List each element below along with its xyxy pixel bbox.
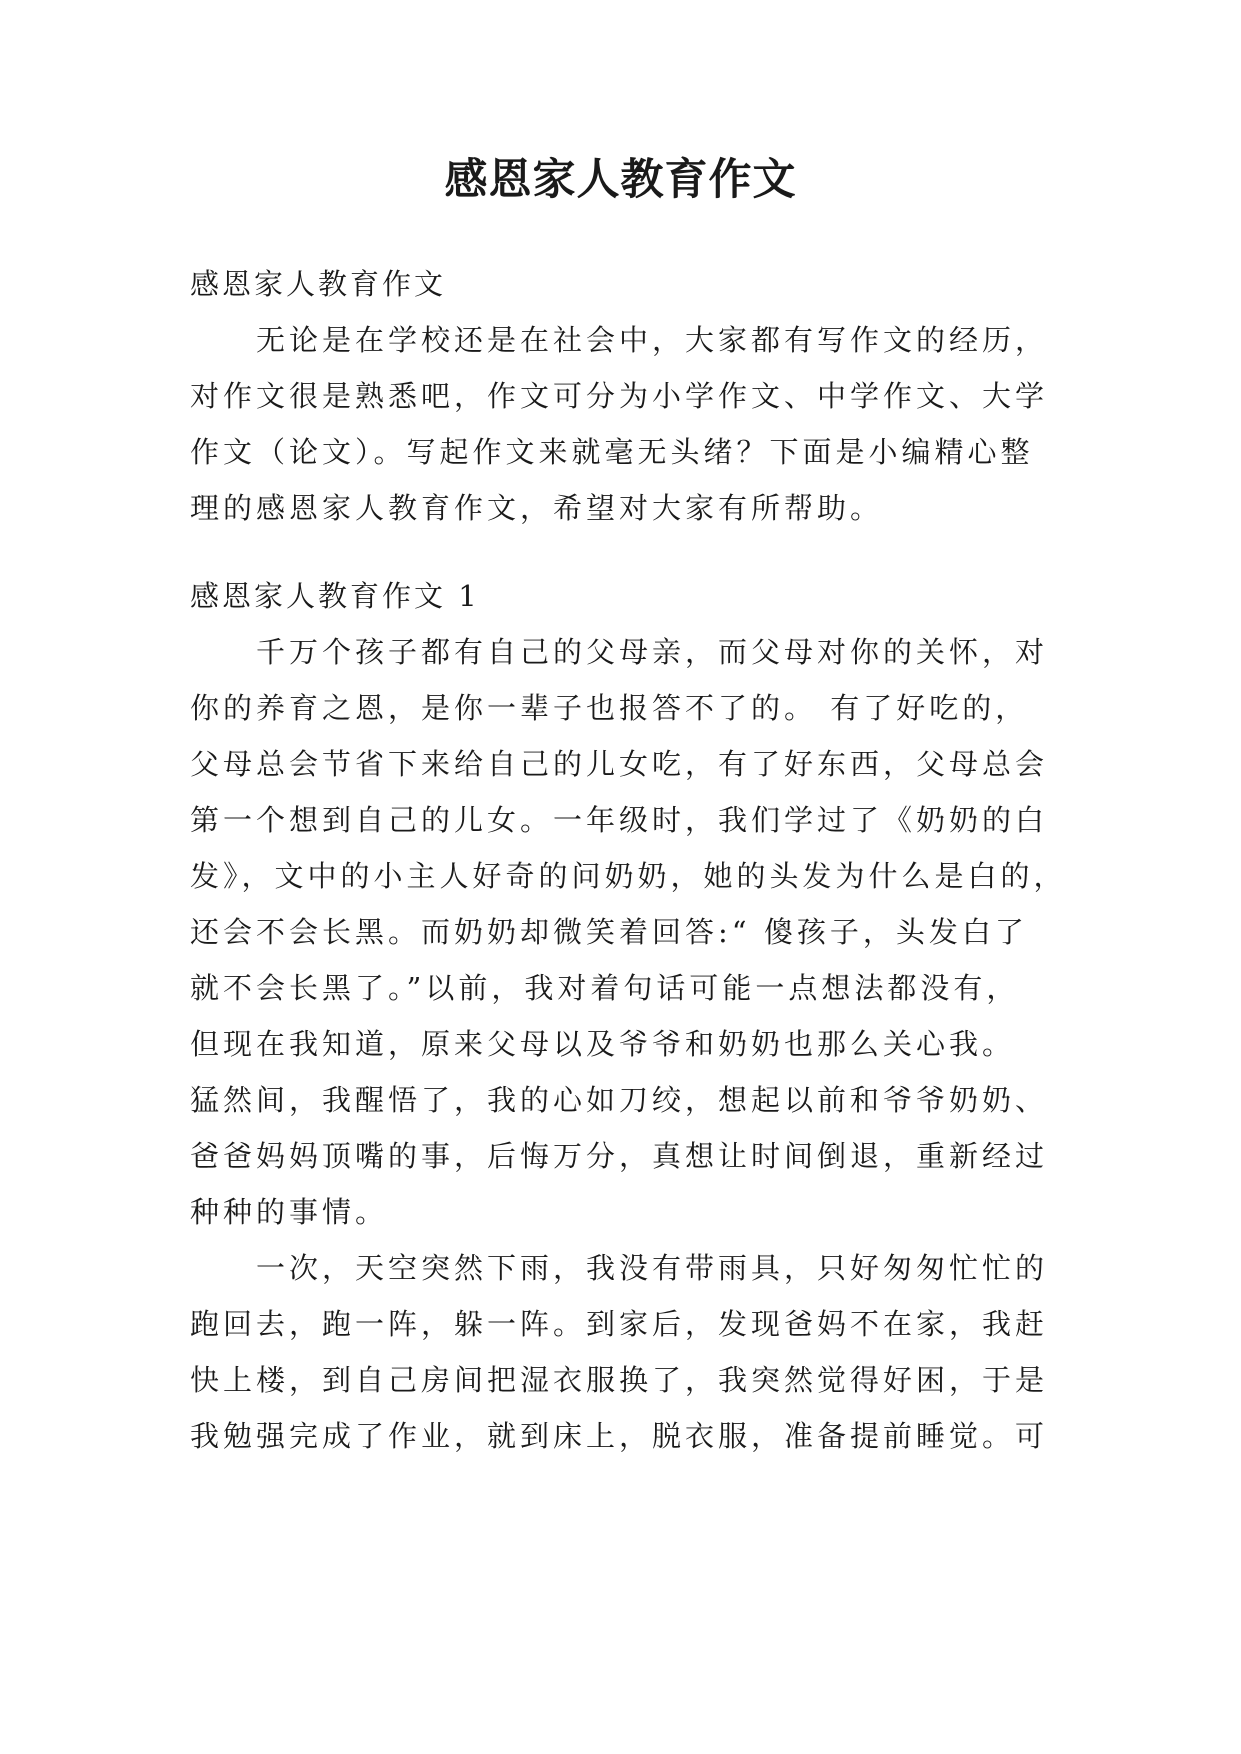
paragraph-line: 还会不会长黑。而奶奶却微笑着回答:“ 傻孩子，头发白了 [190,915,1028,949]
paragraph-line: 猛然间，我醒悟了，我的心如刀绞，想起以前和爷爷奶奶、 [190,1083,1049,1117]
paragraph-line: 对作文很是熟悉吧，作文可分为小学作文、中学作文、大学 [190,379,1049,413]
paragraph-line: 快上楼，到自己房间把湿衣服换了，我突然觉得好困，于是 [190,1363,1049,1397]
paragraph-line: 父母总会节省下来给自己的儿女吃，有了好东西，父母总会 [190,747,1049,781]
intro-heading: 感恩家人教育作文 [190,267,447,301]
paragraph-line: 无论是在学校还是在社会中，大家都有写作文的经历， [256,323,1049,357]
intro-section [190,256,1090,536]
paragraph-line: 第一个想到自己的儿女。一年级时，我们学过了《奶奶的白 [190,803,1049,837]
essay-section-1 [190,568,1090,1464]
section-heading: 感恩家人教育作文 1 [190,579,480,613]
document-title: 感恩家人教育作文 [444,155,797,205]
paragraph-line: 作文（论文）。写起作文来就毫无头绪？下面是小编精心整 [190,435,1034,469]
paragraph-line: 发》，文中的小主人好奇的问奶奶，她的头发为什么是白的， [190,859,1067,893]
paragraph-line: 种种的事情。 [190,1195,389,1229]
paragraph-line: 理的感恩家人教育作文，希望对大家有所帮助。 [190,491,884,525]
paragraph-line: 爸爸妈妈顶嘴的事，后悔万分，真想让时间倒退，重新经过 [190,1139,1049,1173]
paragraph-line: 千万个孩子都有自己的父母亲，而父母对你的关怀，对 [256,635,1049,669]
paragraph-line: 就不会长黑了。”以前，我对着句话可能一点想法都没有， [190,971,1020,1005]
paragraph-line: 一次，天空突然下雨，我没有带雨具，只好匆匆忙忙的 [256,1251,1049,1285]
section-1-paragraph-2 [190,1240,1090,1464]
paragraph-line: 我勉强完成了作业，就到床上，脱衣服，准备提前睡觉。可 [190,1419,1049,1453]
paragraph-line: 跑回去，跑一阵，躲一阵。到家后，发现爸妈不在家，我赶 [190,1307,1049,1341]
paragraph-line: 你的养育之恩，是你一辈子也报答不了的。 有了好吃的， [190,691,1029,725]
intro-paragraph [190,312,1090,536]
section-1-paragraph-1 [190,624,1090,1240]
paragraph-line: 但现在我知道，原来父母以及爷爷和奶奶也那么关心我。 [190,1027,1016,1061]
